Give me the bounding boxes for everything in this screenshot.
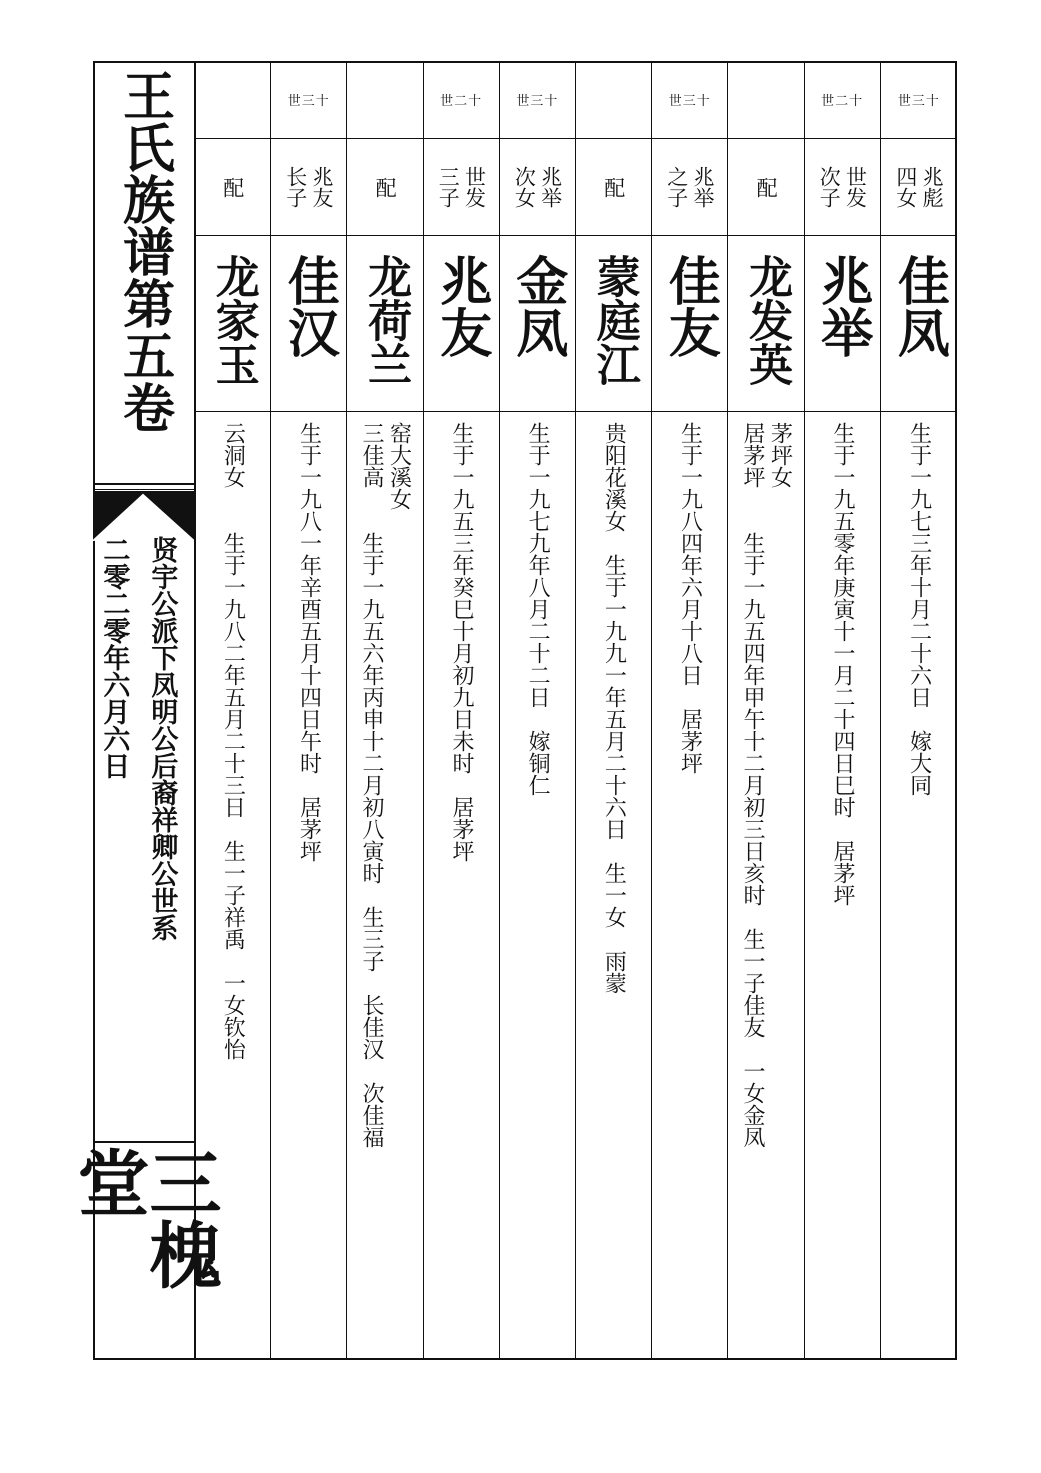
relation-label: 配 bbox=[373, 176, 398, 198]
biography-text: 云洞女 生于一九八二年五月二十三日 生一子祥禹 一女钦怡 bbox=[220, 422, 246, 1060]
genealogy-column bbox=[424, 61, 500, 1360]
relation-label: 配 bbox=[601, 176, 626, 198]
relation-cell bbox=[347, 139, 422, 236]
person-name: 金凤 bbox=[506, 254, 568, 358]
relation-label: 配 bbox=[220, 176, 245, 198]
genealogy-column bbox=[195, 61, 271, 1360]
genealogy-column bbox=[347, 61, 423, 1360]
relation-cell bbox=[805, 139, 880, 236]
person-name: 佳汉 bbox=[278, 254, 340, 358]
biography-text: 生于一九八四年六月十八日 居茅坪 bbox=[677, 422, 703, 774]
genealogy-column bbox=[881, 61, 957, 1360]
generation-cell bbox=[728, 61, 803, 139]
biography-cell bbox=[347, 412, 422, 1357]
generation-cell bbox=[500, 61, 575, 139]
biography-text: 茅坪女 居茅坪 生于一九五四年甲午十二月初三日亥时 生一子佳友 一女金凤 bbox=[739, 422, 793, 1148]
name-cell bbox=[347, 236, 422, 412]
biography-text: 生于一九五三年癸巳十月初九日未时 居茅坪 bbox=[448, 422, 474, 862]
person-name: 蒙庭江 bbox=[588, 254, 640, 386]
biography-text: 窑大溪女 三佳高 生于一九五六年丙申十二月初八寅时 生三子 长佳汉 次佳福 bbox=[358, 422, 412, 1148]
name-cell bbox=[271, 236, 346, 412]
person-name: 佳凤 bbox=[888, 254, 950, 358]
relation-cell bbox=[424, 139, 499, 236]
person-name: 龙荷兰 bbox=[360, 254, 412, 386]
generation-cell bbox=[271, 61, 346, 139]
name-cell bbox=[576, 236, 651, 412]
genealogy-column bbox=[728, 61, 804, 1360]
name-cell bbox=[805, 236, 880, 412]
generation-label: 世二十 bbox=[821, 94, 864, 109]
volume-title: 王氏族谱第五卷 bbox=[113, 69, 175, 433]
divider bbox=[93, 1141, 194, 1143]
generation-cell bbox=[881, 61, 957, 139]
relation-label: 世发 三子 bbox=[436, 166, 487, 208]
hall-name: 三槐堂 bbox=[65, 1146, 223, 1290]
biography-cell bbox=[728, 412, 803, 1357]
generation-label: 世三十 bbox=[897, 94, 940, 109]
name-cell bbox=[500, 236, 575, 412]
biography-cell bbox=[500, 412, 575, 1357]
biography-cell bbox=[576, 412, 651, 1357]
person-name: 兆举 bbox=[811, 254, 873, 358]
publish-date: 二零二零年六月六日 bbox=[98, 536, 130, 779]
genealogy-column bbox=[271, 61, 347, 1360]
relation-label: 兆友 长子 bbox=[283, 166, 335, 208]
biography-text: 生于一九七三年十月二十六日 嫁大同 bbox=[906, 422, 932, 796]
biography-cell bbox=[195, 412, 270, 1357]
relation-cell bbox=[728, 139, 803, 236]
relation-label: 兆彪 四女 bbox=[893, 166, 945, 208]
person-name: 龙家玉 bbox=[207, 254, 259, 386]
relation-cell bbox=[500, 139, 575, 236]
generation-cell bbox=[195, 61, 270, 139]
genealogy-column bbox=[652, 61, 728, 1360]
relation-cell bbox=[652, 139, 727, 236]
relation-label: 兆举 之子 bbox=[664, 166, 716, 208]
genealogy-column bbox=[500, 61, 576, 1360]
generation-cell bbox=[347, 61, 422, 139]
relation-label: 兆举 次女 bbox=[512, 166, 563, 208]
biography-text: 贵阳花溪女 生于一九九一年五月二十六日 生一女 雨蒙 bbox=[601, 422, 627, 994]
biography-text: 生于一九七九年八月二十二日 嫁铜仁 bbox=[525, 422, 551, 796]
biography-cell bbox=[805, 412, 880, 1357]
relation-cell bbox=[881, 139, 957, 236]
divider bbox=[93, 489, 194, 490]
relation-label: 世发 次子 bbox=[817, 166, 868, 208]
generation-label: 世三十 bbox=[287, 94, 330, 109]
generation-cell bbox=[652, 61, 727, 139]
divider bbox=[93, 483, 194, 485]
biography-text: 生于一九五零年庚寅十一月二十四日巳时 居茅坪 bbox=[829, 422, 855, 906]
generation-cell bbox=[805, 61, 880, 139]
generation-cell bbox=[424, 61, 499, 139]
generation-label: 世三十 bbox=[516, 94, 559, 109]
chevron-ornament-icon bbox=[93, 491, 194, 541]
header-strip bbox=[65, 61, 223, 1360]
biography-cell bbox=[652, 412, 727, 1357]
genealogy-column bbox=[576, 61, 652, 1360]
relation-label: 配 bbox=[754, 176, 779, 198]
genealogy-grid bbox=[195, 61, 957, 1360]
name-cell bbox=[652, 236, 727, 412]
person-name: 佳友 bbox=[659, 254, 721, 358]
person-name: 兆友 bbox=[430, 254, 492, 358]
biography-cell bbox=[271, 412, 346, 1357]
generation-label: 世三十 bbox=[668, 94, 711, 109]
genealogy-column bbox=[805, 61, 881, 1360]
person-name: 龙发英 bbox=[741, 254, 793, 386]
name-cell bbox=[881, 236, 957, 412]
relation-cell bbox=[576, 139, 651, 236]
name-cell bbox=[195, 236, 270, 412]
generation-label: 世二十 bbox=[440, 94, 483, 109]
lineage-subtitle: 贤宇公派下凤明公后裔祥卿公世系 bbox=[146, 536, 178, 941]
name-cell bbox=[424, 236, 499, 412]
name-cell bbox=[728, 236, 803, 412]
biography-text: 生于一九八一年辛酉五月十四日午时 居茅坪 bbox=[296, 422, 322, 862]
generation-cell bbox=[576, 61, 651, 139]
relation-cell bbox=[195, 139, 270, 236]
biography-cell bbox=[424, 412, 499, 1357]
relation-cell bbox=[271, 139, 346, 236]
biography-cell bbox=[881, 412, 957, 1357]
